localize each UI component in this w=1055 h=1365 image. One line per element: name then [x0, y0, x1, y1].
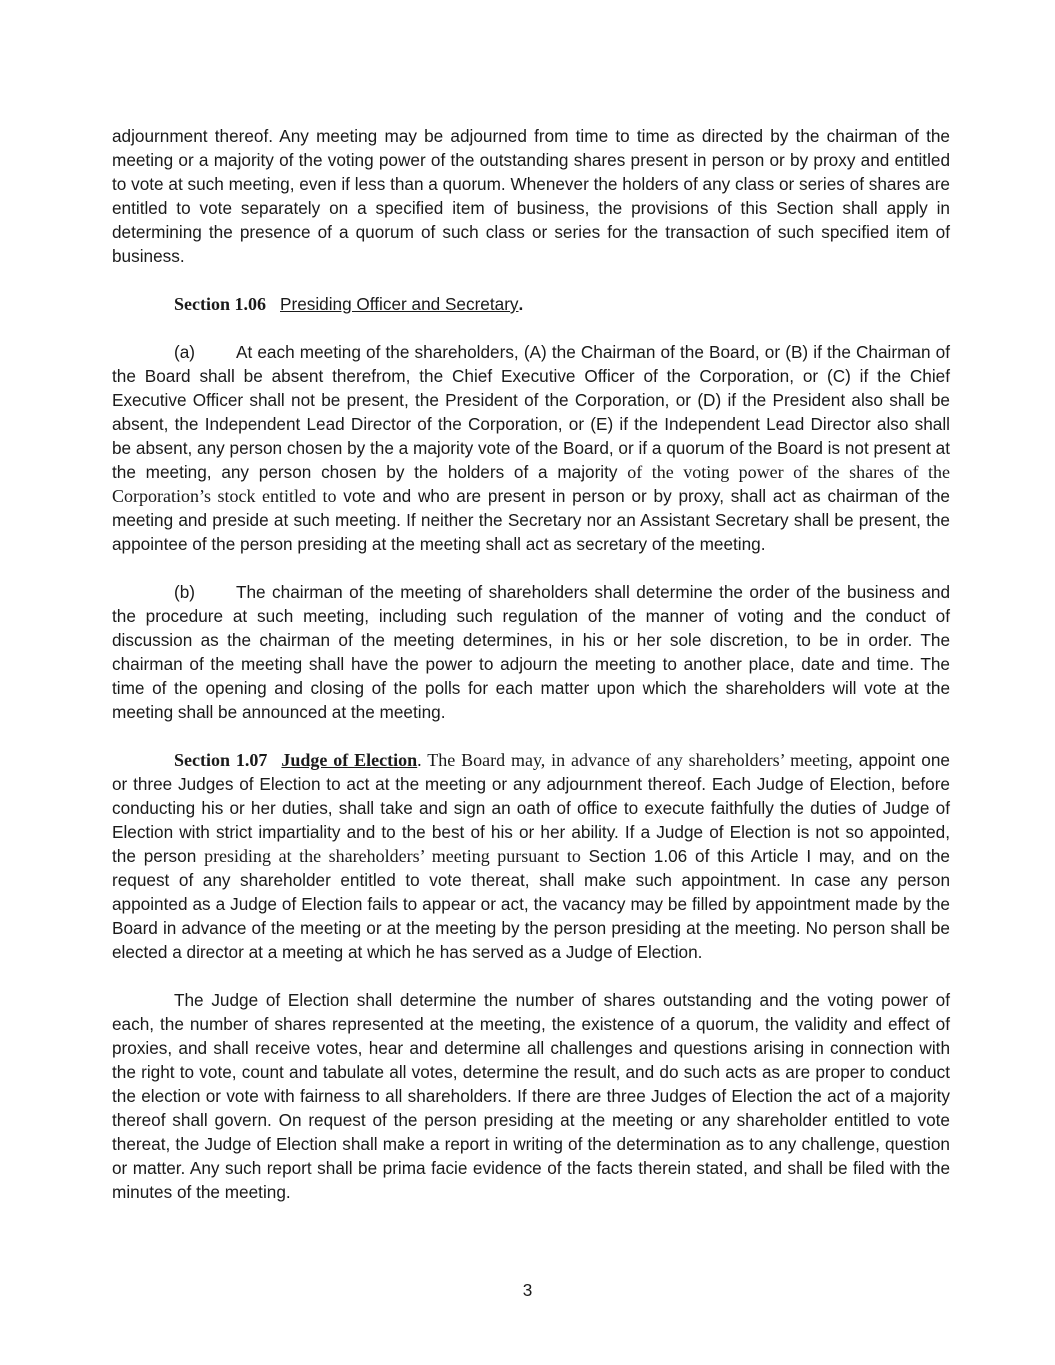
paragraph-a-text-2: vote and who are present in person or by proxy, shall act as chairman of the meeting and preside at such meeting. If neither the Secretary nor an Assistant Secretary shall be present, the appointee of the person presiding at the meeting shall act as secretary of the meeting. [112, 486, 950, 554]
section-1-07-paragraph-2: The Judge of Election shall determine the number of shares outstanding and the voting power of each, the number of shares represented at the meeting, the existence of a quorum, the validity and effect of proxies, and shall receive votes, hear and determine all challenges and questions arising in connection with the right to vote, count and tabulate all votes, determine the result, and do such acts as are proper to conduct the election or vote with fairness to all shareholders. If there are three Judges of Election the act of a majority thereof shall govern. On request of the person presiding at the meeting or any shareholder entitled to vote thereat, the Judge of Election shall make a report in writing of the determination as to any challenge, question or matter. Any such report shall be prima facie evidence of the facts therein stated, and shall be filed with the minutes of the meeting. [112, 990, 950, 1202]
section-1-06-number: Section 1.06 [174, 294, 266, 314]
section-1-07-text-1: appoint one or three Judges of Election to act at the meeting or any adjournment thereof. Each Judge of Election, before conducting his or her duties, shall take and sign an oath of office to execute faithfully the duties of Judge of Election with strict impartiality and to the best of his or her ability. If a Judge of Election is not so appointed, the person [112, 750, 950, 866]
paragraph-a-text-1: At each meeting of the shareholders, (A) the Chairman of the Board, or (B) if the Chairman of the Board shall be absent therefrom, the Chief Executive Officer of the Corporation, or (C) if the Chief Executive Officer shall not be present, the President of the Corporation, or (D) if the President also shall be absent, the Independent Lead Director of the Corporation, or (E) if the Independent Lead Director also shall be absent, any person chosen by the a majority vote of the Board, or if a quorum of the Board is not present at the meeting, any person chosen by the holders of a majority [112, 342, 950, 482]
paragraph-a-text-serif: of the voting power of the shares of the Corporation’s stock entitled to [112, 462, 951, 506]
page-number: 3 [522, 1280, 533, 1300]
intro-paragraph: adjournment thereof. Any meeting may be adjourned from time to time as directed by the chairman of the meeting or a majority of the voting power of the outstanding shares present in person or by proxy and entitled to vote at such meeting, even if less than a quorum. Whenever the holders of any class or series of shares are entitled to vote separately on a specified item of business, the provisions of this Section shall apply in determining the presence of a quorum of such class or series for the transaction of such specified item of business. [112, 126, 950, 266]
paragraph-b-label: (b) [174, 582, 196, 602]
section-1-07-text-serif-2: presiding at the shareholders’ meeting pursuant to [204, 846, 581, 866]
section-1-07-title: Judge of Election [281, 750, 418, 770]
section-1-06-paragraph-b [112, 580, 950, 724]
section-1-07-text-2: Section 1.06 of this Article I may, and on the request of any shareholder entitled to vote thereat, shall make such appointment. In case any person appointed as a Judge of Election fails to appear or act, the vacancy may be filled by appointment made by the Board in advance of the meeting or at the meeting by the person presiding at the meeting. No person shall be elected a director at a meeting at which he has served as a Judge of Election. [112, 846, 950, 962]
paragraph-a-label: (a) [174, 342, 196, 362]
section-1-06-title-period: . [518, 294, 524, 314]
section-1-07-text-serif-1: The Board may, in advance of any shareholders’ meeting, [421, 750, 853, 770]
section-1-07-title-period: . [417, 750, 422, 770]
section-1-06-paragraph-a [112, 340, 950, 556]
section-1-07-paragraph [112, 748, 950, 964]
section-1-06-heading [112, 292, 950, 316]
document-page [112, 124, 950, 1204]
section-1-07-number: Section 1.07 [174, 750, 268, 770]
section-1-06-title: Presiding Officer and Secretary [280, 294, 519, 314]
paragraph-b-text: The chairman of the meeting of shareholders shall determine the order of the business and the procedure at such meeting, including such regulation of the manner of voting and the conduct of discussion as the chairman of the meeting determines, in his or her sole discretion, to be in order. The chairman of the meeting shall have the power to adjourn the meeting to another place, date and time. The time of the opening and closing of the polls for each matter upon which the shareholders will vote at the meeting shall be announced at the meeting. [112, 582, 950, 722]
